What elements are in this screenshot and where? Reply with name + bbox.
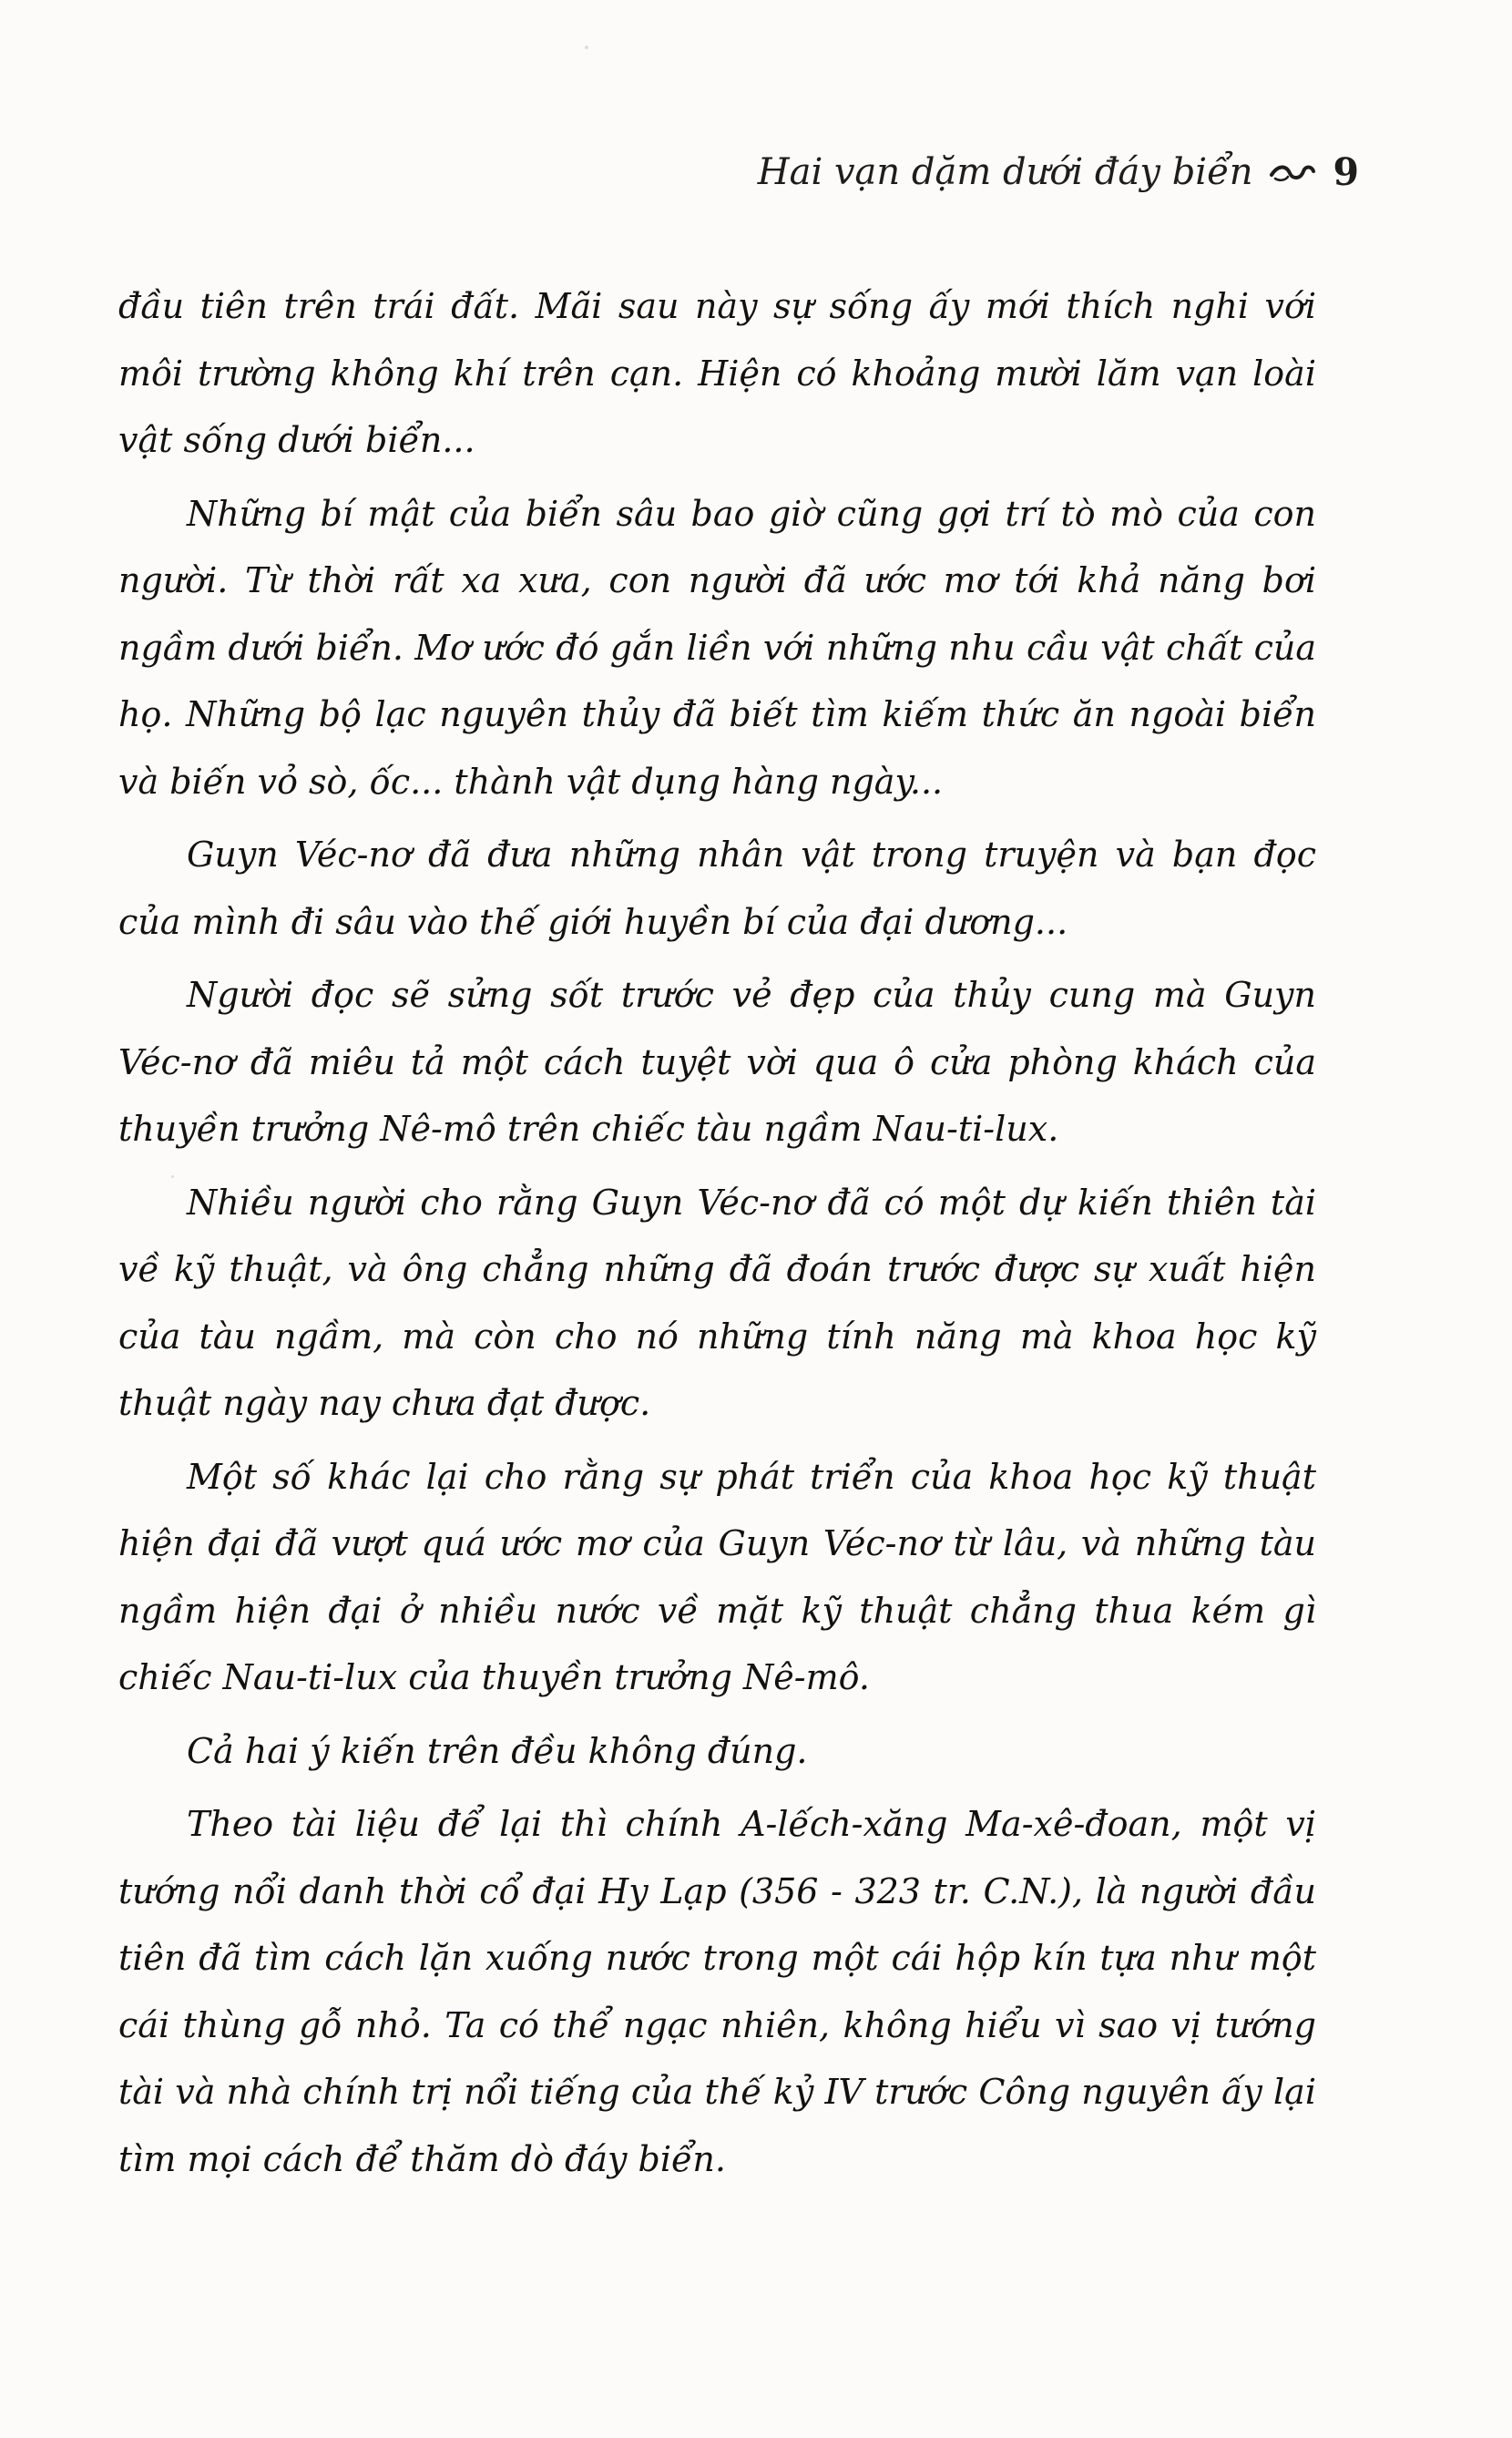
body-text <box>118 273 1316 2199</box>
paragraph-3: Guyn Véc-nơ đã đưa những nhân vật trong truyện và bạn đọc của mình đi sâu vào thế giới huyền bí của đại dương... <box>118 835 1316 942</box>
swirl-ornament-icon <box>1269 159 1316 185</box>
paragraph-7: Cả hai ý kiến trên đều không đúng. <box>187 1730 808 1771</box>
print-speck <box>585 46 588 49</box>
running-header <box>758 150 1359 194</box>
running-title: Hai vạn dặm dưới đáy biển <box>757 151 1253 193</box>
paragraph-4: Người đọc sẽ sửng sốt trước vẻ đẹp của thủy cung mà Guyn Véc-nơ đã miêu tả một cách tuyệt vời qua ô cửa phòng khách của thuyền trưởng Nê-mô trên chiếc tàu ngầm Nau-ti-lux. <box>118 975 1316 1149</box>
paragraph-2: Những bí mật của biển sâu bao giờ cũng gợi trí tò mò của con người. Từ thời rất xa xưa, con người đã ước mơ tới khả năng bơi ngầm dưới biển. Mơ ước đó gắn liền với những nhu cầu vật chất của họ. Những bộ lạc nguyên thủy đã biết tìm kiếm thức ăn ngoài biển và biến vỏ sò, ốc... thành vật dụng hàng ngày... <box>118 493 1316 802</box>
paragraph-6: Một số khác lại cho rằng sự phát triển của khoa học kỹ thuật hiện đại đã vượt quá ước mơ của Guyn Véc-nơ từ lâu, và những tàu ngầm hiện đại ở nhiều nước về mặt kỹ thuật chẳng thua kém gì chiếc Nau-ti-lux của thuyền trưởng Nê-mô. <box>118 1456 1316 1697</box>
paragraph-8: Theo tài liệu để lại thì chính A-lếch-xăng Ma-xê-đoan, một vị tướng nổi danh thời cổ đại Hy Lạp (356 - 323 tr. C.N.), là người đầu tiên đã tìm cách lặn xuống nước trong một cái hộp kín tựa như một cái thùng gỗ nhỏ. Ta có thể ngạc nhiên, không hiểu vì sao vị tướng tài và nhà chính trị nổi tiếng của thế kỷ IV trước Công nguyên ấy lại tìm mọi cách để thăm dò đáy biển. <box>118 1804 1316 2179</box>
page-number: 9 <box>1333 150 1359 194</box>
paragraph-1: đầu tiên trên trái đất. Mãi sau này sự sống ấy mới thích nghi với môi trường không khí trên cạn. Hiện có khoảng mười lăm vạn loài vật sống dưới biển... <box>118 286 1316 460</box>
paragraph-5: Nhiều người cho rằng Guyn Véc-nơ đã có một dự kiến thiên tài về kỹ thuật, và ông chẳng những đã đoán trước được sự xuất hiện của tàu ngầm, mà còn cho nó những tính năng mà khoa học kỹ thuật ngày nay chưa đạt được. <box>118 1182 1316 1423</box>
